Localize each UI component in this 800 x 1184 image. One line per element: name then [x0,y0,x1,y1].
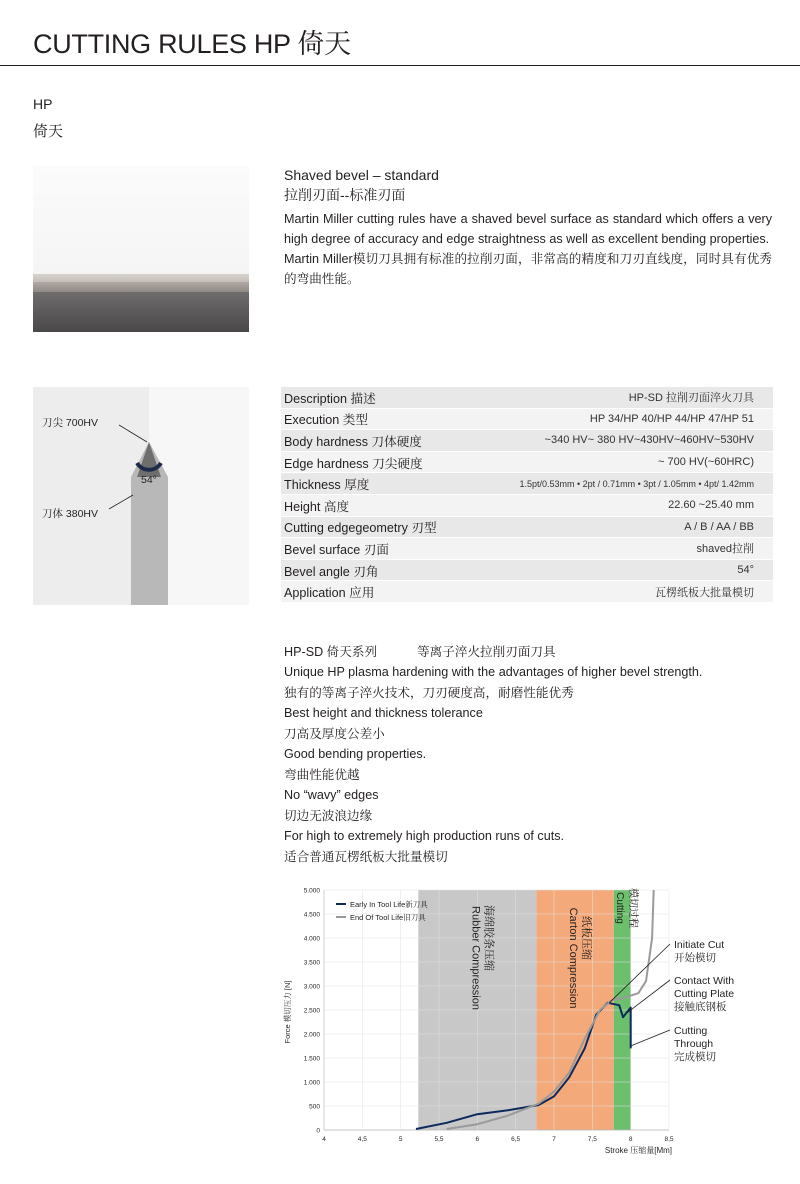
bevel-angle-label: 54° [141,474,157,486]
annotation-label-en: Through [674,1038,714,1050]
list-item: 独有的等离子淬火技术，刀刃硬度高，耐磨性能优秀 [284,685,574,700]
x-tick-label: 5,5 [434,1136,444,1143]
list-item: For high to extremely high production runs of cuts. [284,829,565,843]
spec-row [281,581,773,603]
spec-value: HP 34/HP 40/HP 44/HP 47/HP 51 [589,412,754,425]
bevel-photo [33,166,249,332]
section-name-en: HP [33,96,53,112]
annotation-label-en: Contact With [674,975,735,987]
force-stroke-chart [280,880,780,1160]
spec-value: 瓦楞纸板大批量模切 [655,586,754,599]
spec-row [281,473,773,495]
legend-label: Early In Tool Life新刀具 [350,900,428,909]
intro-heading-en: Shaved bevel – standard [284,167,439,183]
y-tick-label: 500 [309,1103,320,1111]
y-tick-label: 5.000 [303,887,320,895]
spec-row [281,517,773,539]
spec-value: HP-SD 拉削刃面淬火刀具 [628,392,754,405]
y-tick-label: 1.000 [303,1079,320,1087]
annotation-label-en: Cutting Plate [674,988,735,1000]
y-tick-label: 4.500 [303,911,320,919]
list-item: Best height and thickness tolerance [284,706,483,720]
list-item: No “wavy” edges [284,788,379,802]
spec-label: Height 高度 [284,499,350,514]
x-tick-label: 6 [475,1136,480,1143]
spec-row [281,560,773,582]
annotation-leader [628,980,670,1012]
intro-block [284,166,772,289]
y-tick-label: 3.500 [303,959,320,967]
section-name-cn: 倚天 [33,123,64,140]
annotation-leader [631,1030,670,1046]
x-tick-label: 6,5 [511,1136,521,1143]
zone-label-en: Carton Compression [567,907,580,1009]
specs-table [281,387,773,603]
y-tick-label: 2.500 [303,1007,320,1015]
zone-label-en: Rubber Compression [469,906,482,1010]
list-item: Unique HP plasma hardening with the advantages of higher bevel strength. [284,665,703,679]
intro-body-en: Martin Miller cutting rules have a shaved bevel surface as standard which offers a very high degree of accuracy and edge straightness as well as excellent bending properties. [284,212,772,246]
spec-value: ~ 700 HV(~60HRC) [658,456,754,469]
zone-label-cn: 模切过程 [627,888,639,928]
spec-value: ~340 HV~ 380 HV~430HV~460HV~530HV [544,434,754,447]
legend-label: End Of Tool Life旧刀具 [350,913,426,922]
intro-heading-cn: 拉削刃面--标准刃面 [284,187,406,203]
zone-label-cn: 纸板压缩 [580,916,593,960]
list-item: 刀高及厚度公差小 [284,726,385,741]
spec-label: Bevel angle 刃角 [284,564,379,579]
x-tick-label: 8,5 [664,1136,674,1143]
intro-body-cn: Martin Miller模切刀具拥有标准的拉削刃面，非常高的精度和刀刃直线度，同时具有优秀的弯曲性能。 [284,252,772,286]
annotation-label-en: Cutting [674,1025,708,1037]
spec-label: Cutting edgegeometry 刃型 [284,521,437,536]
annotation-label-cn: 开始模切 [674,952,716,964]
list-item: 适合普通瓦楞纸板大批量模切 [284,849,448,864]
y-tick-label: 4.000 [303,935,320,943]
page-title: CUTTING RULES HP 倚天 [33,29,351,59]
zone-label-cn: 海绵胶条压缩 [482,905,495,971]
spec-value: 1.5pt/0.53mm • 2pt / 0.71mm • 3pt / 1.05mm • 4pt/ 1.42mm [519,478,754,489]
spec-label: Edge hardness 刀尖硬度 [284,456,423,471]
x-tick-label: 7,5 [587,1136,597,1143]
annotation-label-cn: 接触底钢板 [674,1001,727,1013]
body-hardness-label: 刀体 380HV [42,508,99,520]
y-tick-label: 1.500 [303,1055,320,1063]
y-tick-label: 0 [316,1127,320,1135]
series-description: 等离子淬火拉削刃面刀具 [417,645,556,659]
y-tick-label: 2.000 [303,1031,320,1039]
y-tick-label: 3.000 [303,983,320,991]
x-tick-label: 4 [322,1136,326,1143]
spec-row [281,387,773,409]
x-tick-label: 5 [398,1136,403,1143]
annotation-label-cn: 完成模切 [674,1051,716,1063]
spec-row [281,538,773,560]
spec-row [281,452,773,474]
x-tick-label: 8 [628,1136,633,1143]
list-item: Good bending properties. [284,747,427,761]
spec-row [281,430,773,452]
spec-value: 54° [737,564,754,577]
x-tick-label: 7 [552,1136,556,1143]
spec-value: A / B / AA / BB [684,520,754,533]
spec-label: Body hardness 刀体硬度 [284,434,422,449]
spec-value: shaved拉削 [696,543,754,556]
spec-label: Thickness 厚度 [284,478,370,493]
spec-label: Application 应用 [284,586,375,601]
spec-value: 22.60 ~25.40 mm [668,499,754,512]
y-axis-label: Force 模切压力 [N] [283,980,292,1044]
list-item: 切边无波浪边缘 [284,808,373,823]
zone-label-en: Cutting [614,892,626,924]
annotation-label-en: Initiate Cut [674,939,725,951]
series-name: HP-SD 倚天系列 [284,645,378,659]
x-axis-label: Stroke 压缩量[Mm] [604,1146,672,1155]
features-list [284,662,764,867]
spec-row [281,409,773,431]
title-divider [0,65,800,66]
spec-row [281,495,773,517]
series-heading [284,641,556,660]
x-tick-label: 4,5 [357,1136,367,1143]
spec-label: Execution 类型 [284,413,368,428]
tip-hardness-label: 刀尖 700HV [42,417,99,429]
spec-label: Bevel surface 刃面 [284,542,389,557]
spec-label: Description 描述 [284,391,376,406]
list-item: 弯曲性能优越 [284,767,360,782]
